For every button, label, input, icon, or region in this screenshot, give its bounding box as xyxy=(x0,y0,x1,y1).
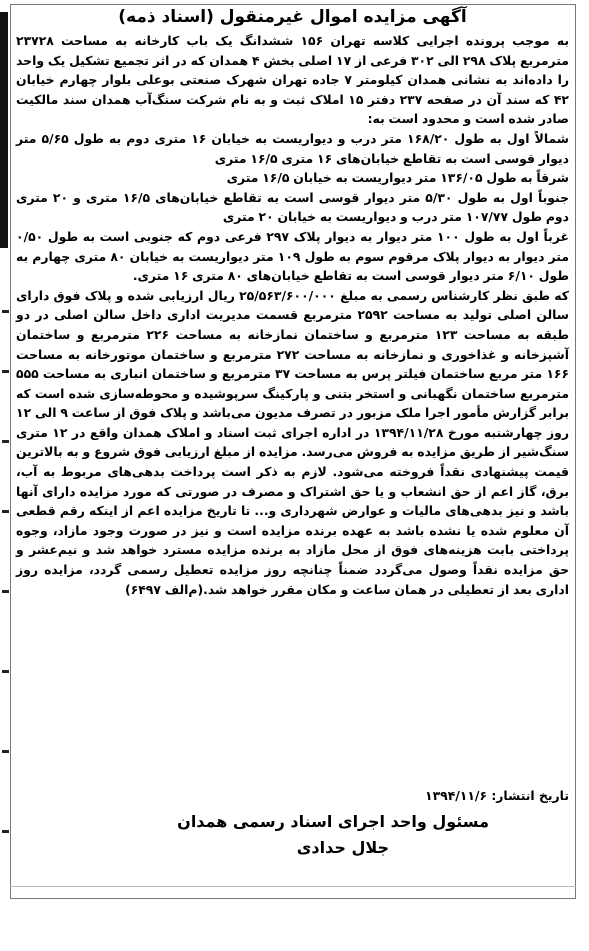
signatory-name: جلال حدادی xyxy=(296,838,389,857)
left-edge-bar xyxy=(0,12,8,248)
left-edge-marks xyxy=(0,300,12,860)
notice-paragraph-south: جنوباً اول به طول ۵/۳۰ متر دیوار قوسی است به تقاطع خیابان‌های ۱۶/۵ متری و ۲۰ متری دوم طول ۱۰۷/۷۷ متر درب و دیواریست به خیابان ۲۰ متری xyxy=(16,189,570,225)
bottom-divider xyxy=(10,886,576,887)
signatory-title: مسئول واحد اجرای اسناد رسمی همدان xyxy=(177,812,489,831)
notice-title: آگهی مزایده اموال غیرمنقول (اسناد ذمه) xyxy=(118,7,467,27)
notice-paragraph-terms: که طبق نظر کارشناس رسمی به مبلغ ۲۵/۵۶۳/۶۰۰/۰۰۰ ریال ارزیابی شده و پلاک فوق دارای سالن اصلی تولید به مساحت ۲۵۹۲ مترمربع قسمت مدیریت اداری داخل سالن اصلی در دو طبقه به مساحت ۱۲۳ مترمربع و ساختمان نمازخانه به مساحت ۲۲۶ مترمربع و ساختمان آشپزخانه و غذاخوری و نمازخانه به مساحت ۲۷۲ مترمربع و ساختمان موتورخانه به مساحت ۱۶۶ متر مربع ساختمان فیلتر پرس به مساحت ۳۷ مترمربع و ساختمان انباری به مساحت ۵۵۵ مترمربع ساختمان نگهبانی و استخر بتنی و پارکینگ سرپوشیده و محوطه‌سازی شده است که برابر گزارش مأمور اجرا ملک مزبور در تصرف مدیون می‌باشد و پلاک فوق از ساعت ۹ الی ۱۲ روز چهارشنبه مورخ ۱۳۹۴/۱۱/۲۸ در اداره اجرای ثبت اسناد و املاک همدان واقع در ۱۲ متری سنگ‌شیر از طریق مزایده به فروش می‌رسد. مزایده از مبلغ ارزیابی فوق شروع و به بالاترین قیمت پیشنهادی نقداً فروخته می‌شود. لازم به ذکر است پرداخت بدهی‌های مربوط به آب، برق، گاز اعم از حق انشعاب و یا حق اشتراک و مصرف در صورتی که مورد مزایده دارای آنها باشد و نیز بدهی‌های مالیات و عوارض شهرداری و... تا تاریخ مزایده اعم از اینکه رقم قطعی آن معلوم شده یا نشده باشد به عهده برنده مزایده است و نیز در صورت وجود مازاد، وجوه پرداختی بابت هزینه‌های فوق از محل مازاد به برنده مزایده مسترد خواهد شد و نیم‌عشر و حق مزایده نقداً وصول می‌گردد ضمناً چنانچه روز مزایده تعطیل رسمی گردد، مزایده روز اداری بعد از تعطیلی در همان ساعت و مکان مقرر خواهد شد.(م‌الف ۶۴۹۷) xyxy=(16,287,570,597)
notice-paragraph-east: شرقاً به طول ۱۳۶/۰۵ متر دیواریست به خیابان ۱۶/۵ متری xyxy=(226,170,569,186)
notice-paragraph-west: غرباً اول به طول ۱۰۰ متر دیوار به دیوار پلاک ۲۹۷ فرعی دوم که جنوبی است به طول ۰/۵۰ متر دیوار به دیوار پلاک مرقوم سوم به طول ۱۰۹ متر دیواریست به خیابان ۸۰ متری چهارم به طول ۶/۱۰ متر دیوار قوسی است به تقاطع خیابان‌های ۸۰ متری ۱۶ متری. xyxy=(16,228,570,284)
publication-date: تاریخ انتشار: ۱۳۹۴/۱۱/۶ xyxy=(425,788,569,803)
notice-body xyxy=(16,31,569,599)
notice-paragraph-north: شمالاً اول به طول ۱۶۸/۲۰ متر درب و دیواریست به خیابان ۱۶ متری دوم به طول ۵/۶۵ متر دیوار قوسی است به تقاطع خیابان‌های ۱۶ متری ۱۶/۵ متری xyxy=(16,130,569,166)
notice-paragraph-intro: به موجب پرونده اجرایی کلاسه تهران ۱۵۶ ششدانگ یک باب کارخانه به مساحت ۲۳۷۲۸ مترمربع پلاک ۲۹۸ الی ۳۰۲ فرعی از ۱۷ اصلی بخش ۴ همدان که در اثر تجمیع تشکیل یک واحد را داده‌اند به نشانی همدان کیلومتر ۷ جاده تهران شهرک صنعتی بوعلی بلوار چهارم خیابان ۴۲ که سند آن در صفحه ۲۳۷ دفتر ۱۵ املاک ثبت و به نام شرکت سنگ‌آب همدان سند مالکیت صادر شده است و محدود است به: xyxy=(16,33,569,127)
